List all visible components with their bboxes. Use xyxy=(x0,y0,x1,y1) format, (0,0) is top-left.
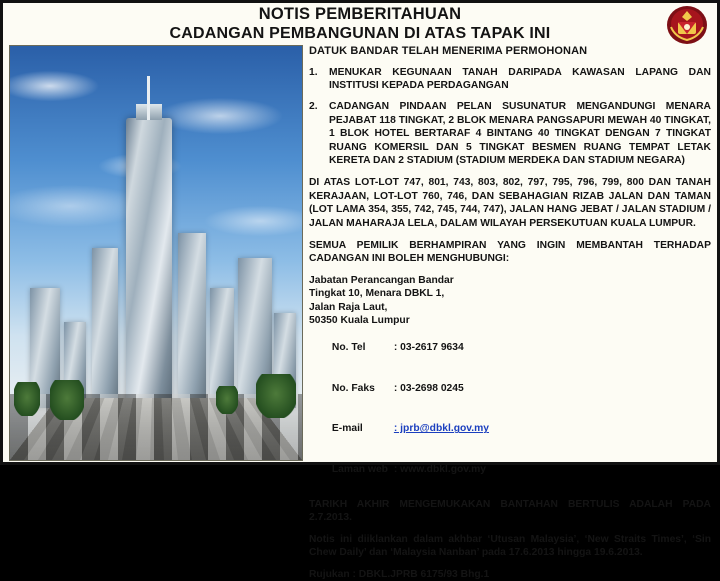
tree xyxy=(256,374,296,418)
list-item xyxy=(309,100,711,167)
objection-paragraph: SEMUA PEMILIK BERHAMPIRAN YANG INGIN MEMBANTAH TERHADAP CADANGAN INI BOLEH MENGHUBUNGI: xyxy=(309,239,711,266)
location-paragraph: DI ATAS LOT-LOT 747, 801, 743, 803, 802, 797, 795, 796, 799, 800 DAN TANAH KERAJAAN, LOT-LOT 760, 746, DAN SEBAHAGIAN RIZAB JALAN DAN TAMAN (LOT LAMA 354, 355, 742, 745, 744, 747), JALAN HANG JEBAT / JALAN STADIUM / JALAN MAHARAJA LELA, DALAM WILAYAH PERSEKUTUAN KUALA LUMPUR. xyxy=(309,176,711,230)
lead-statement: DATUK BANDAR TELAH MENERIMA PERMOHONAN xyxy=(309,45,711,59)
tree xyxy=(14,382,40,416)
contact-web-label: Laman web xyxy=(332,463,394,477)
contact-web xyxy=(309,449,711,490)
contact-email xyxy=(309,409,711,450)
deadline-paragraph: TARIKH AKHIR MENGEMUKAKAN BANTAHAN BERTULIS ADALAH PADA 2.7.2013. xyxy=(309,498,711,525)
background-building xyxy=(92,248,118,408)
reference-number: Rujukan : DBKL.JPRB 6175/93 Bhg.1 xyxy=(309,568,711,581)
page-title xyxy=(3,4,717,44)
main-tower xyxy=(126,118,172,408)
contact-tel xyxy=(309,328,711,369)
list-item-number: 1. xyxy=(309,66,318,79)
contact-fax xyxy=(309,368,711,409)
contact-email-label: E-mail xyxy=(332,422,394,436)
contact-block xyxy=(309,274,711,490)
contact-email-value[interactable]: : jprb@dbkl.gov.my xyxy=(394,423,489,434)
list-item-text: CADANGAN PINDAAN PELAN SUSUNATUR MENGANDUNGI MENARA PEJABAT 118 TINGKAT, 2 BLOK MENARA PANGSAPURI MEWAH 40 TINGKAT, 1 BLOK HOTEL BERTARAF 4 BINTANG 40 TINGKAT DENGAN 7 TINGKAT RUANG KOMERSIL DAN 5 TINGKAT BESMEN RUANG TEMPAT LETAK KERETA DAN 2 STADIUM (STADIUM MERDEKA DAN STADIUM NEGARA) xyxy=(329,101,711,166)
advertisement-paragraph: Notis ini diiklankan dalam akhbar ‘Utusan Malaysia’, ‘New Straits Times’, ‘Sin Chew Daily’ dan ‘Malaysia Nanban’ pada 17.6.2013 hingga 19.6.2013. xyxy=(309,533,711,560)
background-building xyxy=(178,233,206,408)
application-list xyxy=(309,66,711,168)
title-line-2: CADANGAN PEMBANGUNAN DI ATAS TAPAK INI xyxy=(3,24,717,44)
list-item-text: MENUKAR KEGUNAAN TANAH DARIPADA KAWASAN LAPANG DAN INSTITUSI KEPADA PERDAGANGAN xyxy=(329,67,711,91)
contact-tel-value: : 03-2617 9634 xyxy=(394,342,464,353)
tree xyxy=(50,380,84,420)
coat-of-arms-icon xyxy=(665,5,709,45)
contact-address-1: Tingkat 10, Menara DBKL 1, xyxy=(309,287,711,301)
notice-header xyxy=(3,3,717,45)
list-item-number: 2. xyxy=(309,100,318,113)
notice-content xyxy=(309,45,711,461)
contact-address-3: 50350 Kuala Lumpur xyxy=(309,314,711,328)
tree xyxy=(216,386,238,414)
tower-cap xyxy=(136,104,162,120)
list-item xyxy=(309,66,711,93)
contact-web-value[interactable]: : www.dbkl.gov.my xyxy=(394,464,486,475)
contact-fax-value: : 03-2698 0245 xyxy=(394,383,464,394)
contact-department: Jabatan Perancangan Bandar xyxy=(309,274,711,288)
contact-tel-label: No. Tel xyxy=(332,341,394,355)
title-line-1: NOTIS PEMBERITAHUAN xyxy=(259,5,461,23)
contact-fax-label: No. Faks xyxy=(332,382,394,396)
contact-address-2: Jalan Raja Laut, xyxy=(309,301,711,315)
development-illustration xyxy=(9,45,303,461)
